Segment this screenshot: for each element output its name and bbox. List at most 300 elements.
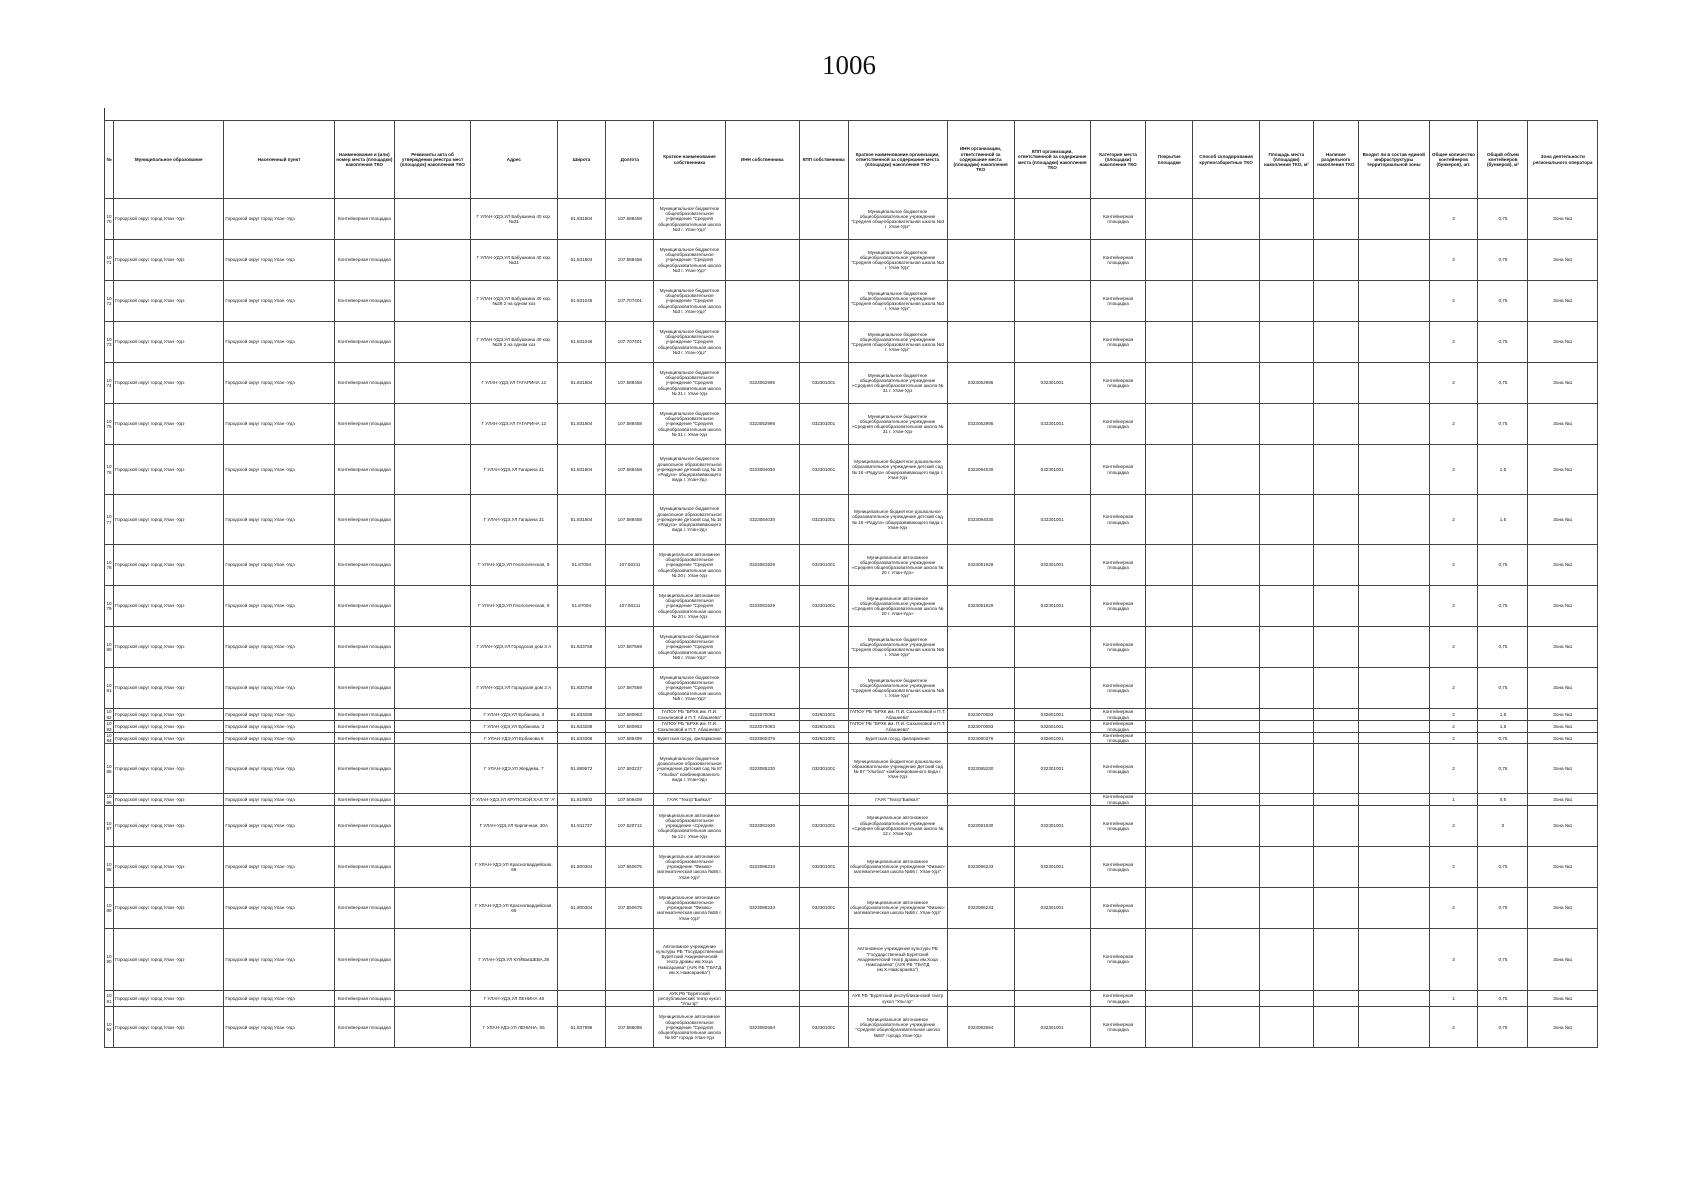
table-cell: 032301001 <box>799 846 848 887</box>
table-cell: Муниципальное бюджетное общеобразовательное учреждение "Средняя общеобразовательная школа №3 г. Улан-Удэ" <box>848 199 947 240</box>
table-cell: Контейнерная площадка <box>334 404 394 445</box>
table-cell <box>1193 990 1260 1007</box>
table-cell: 032301001 <box>1014 545 1090 586</box>
table-cell <box>1146 199 1193 240</box>
table-cell: 032301001 <box>799 1007 848 1048</box>
table-cell <box>394 240 470 281</box>
table-cell: 51.831046 <box>557 322 606 363</box>
table-cell: 1079 <box>105 586 114 627</box>
table-cell <box>799 627 848 668</box>
table-cell: Городской округ город Улан -Удэ <box>114 322 224 363</box>
table-cell: Контейнерная площадка <box>334 709 394 721</box>
table-cell: 1083 <box>106 721 112 732</box>
table-cell <box>1313 495 1358 545</box>
table-cell <box>725 240 799 281</box>
table-cell: Городской округ город Улан -Удэ <box>114 240 224 281</box>
table-cell: 032301001 <box>1014 586 1090 627</box>
table-cell: Контейнерная площадка <box>334 445 394 495</box>
table-cell <box>1313 721 1358 733</box>
table-cell <box>1146 805 1193 846</box>
table-cell <box>799 199 848 240</box>
table-cell: Контейнерная площадка <box>334 733 394 744</box>
table-cell <box>1313 794 1358 805</box>
table-cell: 107.707401 <box>606 322 654 363</box>
table-cell: Городской округ город Улан -Удэ <box>224 668 334 709</box>
table-cell: Муниципальное бюджетное общеобразовательное учреждение "Средняя общеобразовательная школа №3 г. Улан-Удэ" <box>654 322 726 363</box>
table-cell: Муниципальное бюджетное общеобразовательное учреждение "Средняя общеобразовательная школа №5 г. Улан-Удэ" <box>848 627 947 668</box>
table-cell: Городской округ город Улан -Удэ <box>224 733 334 744</box>
table-row <box>105 404 1598 445</box>
table-cell <box>1193 794 1260 805</box>
table-row <box>105 495 1598 545</box>
table-cell: Г УЛАН-УДЭ,УЛ Гагарина 31 <box>471 445 557 495</box>
table-cell: 1080 <box>105 627 114 668</box>
table-cell: Муниципальное автономное общеобразовательное учреждение «Средняя общеобразовательная школа № 20 г. Улан-Удэ» <box>848 586 947 627</box>
table-cell <box>394 495 470 545</box>
table-row <box>105 445 1598 495</box>
table-cell: Городской округ город Улан -Удэ <box>224 744 334 794</box>
table-cell: Муниципальное бюджетное дошкольное образовательное учреждение детский сад № 16 «Радуга» общеразвивающего вида г. Улан-Удэ <box>848 495 947 545</box>
table-cell: 0,75 <box>1478 545 1528 586</box>
table-cell <box>1146 240 1193 281</box>
table-cell: Г УЛАН-УДЭ,УЛ Гагарина 31 <box>471 495 557 545</box>
table-cell: 107.593237 <box>606 744 654 794</box>
table-cell: 1073 <box>105 322 114 363</box>
table-cell: Контейнерная площадка <box>334 1007 394 1048</box>
table-cell: Муниципальное автономное общеобразовательное учреждение "Средняя общеобразовательная школа № 50" города Улан-Удэ <box>654 1007 726 1048</box>
table-cell <box>1146 794 1193 805</box>
table-cell: Контейнерная площадка <box>1090 805 1146 846</box>
table-cell: Городской округ город Улан -Удэ <box>114 199 224 240</box>
table-cell: 0,75 <box>1478 199 1528 240</box>
table-cell: 0,75 <box>1478 363 1528 404</box>
table-cell: 0,75 <box>1478 586 1528 627</box>
table-cell: Г УЛАН-УДЭ,УЛ КРУПСКОЙ,ХАЛ.'О' 'А' <box>471 794 557 805</box>
table-cell: Муниципальное автономное общеобразовательное учреждение «Средняя общеобразовательная школа № 12 г. Улан-Удэ <box>654 805 726 846</box>
table-cell: 1078 <box>105 545 114 586</box>
table-cell: 1,5 <box>1478 445 1528 495</box>
table-cell: 0323082694 <box>947 1007 1014 1048</box>
table-cell: Муниципальное автономное общеобразовательное учреждение «Средняя общеобразовательная школа № 12 г. Улан-Удэ <box>848 805 947 846</box>
table-cell: 1091 <box>105 990 114 1007</box>
table-cell: Муниципальное бюджетное общеобразовательное учреждение "Средняя общеобразовательная школа № 31 г. Улан-Удэ <box>654 363 726 404</box>
table-cell: 3 <box>1429 240 1478 281</box>
table-cell: 1,5 <box>1478 495 1528 545</box>
table-cell: 1088 <box>105 846 114 887</box>
table-cell: Г УЛАН-УДЭ,УЛ Ербанова, 3 <box>471 709 557 721</box>
table-cell: Контейнерная площадка <box>334 928 394 990</box>
table-cell: 0,75 <box>1478 744 1528 794</box>
table-cell: Контейнерная площадка <box>334 240 394 281</box>
table-cell: 0323086233 <box>947 887 1014 928</box>
table-cell <box>1359 846 1429 887</box>
table-cell <box>1359 404 1429 445</box>
table-cell <box>1313 404 1358 445</box>
table-cell <box>1260 495 1313 545</box>
table-cell: Зона №1 <box>1528 1007 1598 1048</box>
table-cell: Контейнерная площадка <box>334 721 394 733</box>
table-cell <box>394 445 470 495</box>
table-cell: Муниципальное бюджетное общеобразовательное учреждение "Средняя общеобразовательная школа №3 г. Улан-Удэ" <box>654 240 726 281</box>
table-cell: ГАПОУ РБ "БРХК им. П.И. Сахьяновой и П.Т. Абашеева" <box>654 721 726 733</box>
table-cell <box>1313 281 1358 322</box>
table-cell: 51.833306 <box>557 733 606 744</box>
table-cell <box>1193 733 1260 744</box>
table-cell: Контейнерная площадка <box>1090 199 1146 240</box>
table-cell: Г УЛАН-УДЭ,УЛ Бабушкина 40 кор. №29 2 на одном хоз <box>471 322 557 363</box>
table-cell: Муниципальное бюджетное общеобразовательное учреждение "Средняя общеобразовательная школа №3 г. Улан-Удэ" <box>654 199 726 240</box>
table-cell: 0323084030 <box>947 445 1014 495</box>
table-cell: 032301001 <box>799 545 848 586</box>
table-cell: 0323081929 <box>725 545 799 586</box>
table-cell: 032601001 <box>799 733 848 744</box>
table-cell: 032601001 <box>1014 721 1090 733</box>
table-cell: Контейнерная площадка <box>1090 709 1146 721</box>
table-cell: Зона №1 <box>1528 805 1598 846</box>
table-cell <box>557 928 606 990</box>
table-cell <box>1260 445 1313 495</box>
table-cell: Г УЛАН-УДЭ,УЛ ЛЕНИНА 46 <box>471 990 557 1007</box>
table-cell: Муниципальное бюджетное дошкольное образовательное учреждение Детский сад № 87 "Улыбка" комбинированного вида г. Улан-Удэ <box>654 744 726 794</box>
table-cell <box>394 199 470 240</box>
table-cell <box>1260 281 1313 322</box>
table-cell: Контейнерная площадка <box>334 281 394 322</box>
table-cell: 107.587569 <box>606 627 654 668</box>
table-cell <box>394 990 470 1007</box>
table-cell <box>1260 199 1313 240</box>
table-cell <box>1313 928 1358 990</box>
column-header: Входит ли в состав единой инфраструктуры территориальной зоны <box>1359 121 1429 199</box>
table-cell: 032301001 <box>1014 445 1090 495</box>
table-cell: 0,75 <box>1478 322 1528 363</box>
table-cell: 2 <box>1429 363 1478 404</box>
table-cell: Городской округ город Улан -Удэ <box>114 586 224 627</box>
table-cell <box>1193 887 1260 928</box>
table-cell: 1 <box>1429 990 1478 1007</box>
table-cell: 107.580953 <box>606 721 654 733</box>
table-cell: 1,5 <box>1478 709 1528 721</box>
table-cell <box>1359 805 1429 846</box>
table-cell: Контейнерная площадка <box>1090 668 1146 709</box>
table-cell <box>1014 668 1090 709</box>
table-cell: 2 <box>1429 744 1478 794</box>
table-cell <box>1359 990 1429 1007</box>
table-cell: 1,5 <box>1478 721 1528 733</box>
table-cell: Г УЛАН-УДЭ,УЛ ГАГАРИНА 12 <box>471 404 557 445</box>
table-cell <box>799 240 848 281</box>
table-cell <box>394 1007 470 1048</box>
table-cell: Городской округ город Улан -Удэ <box>224 586 334 627</box>
table-cell: 107.550675 <box>606 887 654 928</box>
table-cell <box>394 627 470 668</box>
table-cell <box>1146 990 1193 1007</box>
table-cell: Г УЛАН-УДЭ,УЛ Жердева, 7 <box>471 744 557 794</box>
table-cell: ГАПОУ РБ "БРХК им. П.И. Сахьяновой и П.Т. Абашеева" <box>849 721 946 732</box>
table-cell: Муниципальное бюджетное общеобразовательное учреждение "Средняя общеобразовательная школа №5 г. Улан-Удэ" <box>848 668 947 709</box>
column-header: Краткое наименование организации, ответственной за содержание места (площадки) накопления ТКО <box>848 121 947 199</box>
table-row <box>105 627 1598 668</box>
table-cell: 2 <box>1429 709 1478 721</box>
table-cell: 0323082694 <box>725 1007 799 1048</box>
table-cell: 2 <box>1429 733 1478 744</box>
table-cell: Муниципальное бюджетное общеобразовательное учреждение "Средняя общеобразовательная школа №3 г. Улан-Удэ" <box>848 281 947 322</box>
waste-sites-registry-table <box>104 120 1598 1048</box>
table-cell: 032301001 <box>1014 887 1090 928</box>
table-cell: Городской округ город Улан -Удэ <box>224 709 334 721</box>
table-cell <box>1014 794 1090 805</box>
table-cell <box>394 709 470 721</box>
table-row <box>105 363 1598 404</box>
table-cell: Контейнерная площадка <box>1090 545 1146 586</box>
table-cell: 0,75 <box>1478 240 1528 281</box>
table-cell <box>799 794 848 805</box>
table-cell: АУК РБ "Бурятский республиканский театр кукол "Ульгэр" <box>848 990 947 1007</box>
table-cell <box>1193 495 1260 545</box>
table-cell: 032301001 <box>1014 805 1090 846</box>
table-cell <box>1359 322 1429 363</box>
table-cell: 032301001 <box>799 887 848 928</box>
table-cell: 2 <box>1429 586 1478 627</box>
column-header: Населенный пункт <box>224 121 334 199</box>
table-cell: 107.588458 <box>606 199 654 240</box>
table-cell <box>725 199 799 240</box>
table-cell: Городской округ город Улан -Удэ <box>114 744 224 794</box>
table-cell: Г УЛАН-УДЭ,УЛ Городская дом 3 А <box>471 627 557 668</box>
table-cell <box>1193 404 1260 445</box>
table-cell: Г УЛАН-УДЭ,УЛ Красногвардейская, 66 <box>471 887 557 928</box>
table-row <box>105 990 1598 1007</box>
table-cell <box>947 928 1014 990</box>
table-margin-mark <box>104 108 105 120</box>
table-cell <box>1146 322 1193 363</box>
table-cell <box>394 721 470 733</box>
table-cell <box>1193 721 1260 733</box>
table-cell: Г УЛАН-УДЭ,УЛ ГАГАРИНА 12 <box>471 363 557 404</box>
table-cell: Муниципальное бюджетное дошкольное образовательное учреждение детский сад № 16 «Радуга» общеразвивающего вида г. Улан-Удэ <box>654 495 726 545</box>
table-cell: Городской округ город Улан -Удэ <box>224 404 334 445</box>
table-cell: Городской округ город Улан -Удэ <box>224 199 334 240</box>
table-cell: Муниципальное бюджетное общеобразовательное учреждение "Средняя общеобразовательная школа №3 г. Улан-Удэ" <box>848 322 947 363</box>
table-cell: Городской округ город Улан -Удэ <box>114 445 224 495</box>
table-cell: 2 <box>1429 887 1478 928</box>
table-cell <box>1260 586 1313 627</box>
table-cell: 2 <box>1429 846 1478 887</box>
table-cell <box>394 545 470 586</box>
table-cell <box>1193 545 1260 586</box>
table-cell <box>725 928 799 990</box>
table-cell: Контейнерная площадка <box>334 805 394 846</box>
table-cell: 0323060376 <box>725 733 799 744</box>
table-cell: Городской округ город Улан -Удэ <box>224 990 334 1007</box>
table-cell <box>1014 281 1090 322</box>
table-cell: Городской округ город Улан -Удэ <box>224 887 334 928</box>
table-cell <box>1260 805 1313 846</box>
table-cell <box>394 363 470 404</box>
table-cell: Городской округ город Улан -Удэ <box>114 805 224 846</box>
table-cell <box>1359 668 1429 709</box>
table-cell: 032301001 <box>1014 495 1090 545</box>
table-cell: Контейнерная площадка <box>334 990 394 1007</box>
table-cell: Муниципальное бюджетное дошкольное образовательное учреждение Детский сад № 87 "Улыбка" комбинированного вида г. Улан-Удэ <box>848 744 947 794</box>
table-cell: ГАПОУ РБ "БРХК им. П.И. Сахьяновой и П.Т. Абашеева" <box>654 709 726 721</box>
table-cell <box>1313 990 1358 1007</box>
table-cell: 51.831804 <box>557 445 606 495</box>
table-cell: Контейнерная площадка <box>1090 744 1146 794</box>
table-cell <box>1193 240 1260 281</box>
table-cell: Зона №1 <box>1528 733 1598 744</box>
table-cell <box>1146 928 1193 990</box>
column-header: Площадь места (площадки) накопления ТКО, м² <box>1260 121 1313 199</box>
table-cell: 2 <box>1429 1007 1478 1048</box>
table-cell: 0,75 <box>1478 990 1528 1007</box>
table-cell: Городской округ город Улан -Удэ <box>114 404 224 445</box>
table-cell: 0323070083 <box>947 709 1014 721</box>
table-cell: Муниципальное бюджетное дошкольное образовательное учреждение детский сад № 16 «Радуга» общеразвивающего вида г. Улан-Удэ <box>848 445 947 495</box>
table-cell <box>1260 721 1313 733</box>
table-cell <box>394 733 470 744</box>
table-cell <box>1313 363 1358 404</box>
table-cell <box>1359 733 1429 744</box>
table-cell: 51.819002 <box>557 794 606 805</box>
table-cell <box>1260 404 1313 445</box>
table-cell <box>1193 199 1260 240</box>
table-cell <box>1313 322 1358 363</box>
table-cell: Городской округ город Улан -Удэ <box>224 495 334 545</box>
table-cell <box>1146 721 1193 733</box>
table-cell: Контейнерная площадка <box>1090 721 1146 733</box>
table-cell <box>1014 990 1090 1007</box>
table-cell: Муниципальное бюджетное дошкольное образовательное учреждение детский сад № 16 «Радуга» общеразвивающего вида г. Улан-Удэ <box>654 445 726 495</box>
table-cell: Автономное учреждение культуры РБ "Государственный Бурятский Академический театр драмы им.Хоца Намсараева" (АУК РБ "ГБАТД им.Х.Намсараева") <box>654 928 726 990</box>
table-cell: Контейнерная площадка <box>334 545 394 586</box>
table-row <box>105 668 1598 709</box>
table-cell: Г УЛАН-УДЭ,УЛ Красногвардейская, 66 <box>471 846 557 887</box>
table-cell: Г УЛАН-УДЭ,УЛ Геологическая, 9 <box>471 545 557 586</box>
table-cell: 032301001 <box>799 404 848 445</box>
table-cell: Контейнерная площадка <box>1090 1007 1146 1048</box>
table-cell <box>725 990 799 1007</box>
table-cell: Городской округ город Улан -Удэ <box>114 887 224 928</box>
table-cell <box>1313 744 1358 794</box>
table-cell <box>1260 794 1313 805</box>
column-header: Широта <box>557 121 606 199</box>
table-cell: Городской округ город Улан -Удэ <box>224 1007 334 1048</box>
table-cell: Городской округ город Улан -Удэ <box>114 928 224 990</box>
table-cell: Муниципальное бюджетное общеобразовательное учреждение «Средняя общеобразовательная школа № 31 г. Улан-Удэ <box>848 404 947 445</box>
table-cell: Городской округ город Улан -Удэ <box>114 545 224 586</box>
table-cell: Городской округ город Улан -Удэ <box>114 733 224 744</box>
column-header: ИНН организации, ответственной за содержание места (площадки) накопления ТКО <box>947 121 1014 199</box>
table-cell <box>394 322 470 363</box>
table-row <box>105 887 1598 928</box>
table-cell: Городской округ город Улан -Удэ <box>224 721 334 733</box>
table-cell: 51.831046 <box>557 281 606 322</box>
table-cell: 107.588458 <box>606 404 654 445</box>
table-cell: 0323081930 <box>947 805 1014 846</box>
table-cell <box>1359 709 1429 721</box>
table-cell: Контейнерная площадка <box>334 627 394 668</box>
table-cell: Зона №1 <box>1528 721 1598 733</box>
table-cell <box>1193 322 1260 363</box>
table-cell: Зона №1 <box>1528 404 1598 445</box>
table-cell <box>1359 363 1429 404</box>
table-cell: 0323052995 <box>947 363 1014 404</box>
table-cell: Зона №1 <box>1528 990 1598 1007</box>
table-row <box>105 709 1598 721</box>
table-cell: 1090 <box>105 928 114 990</box>
table-cell: 0323084030 <box>725 445 799 495</box>
table-cell: 51.831804 <box>557 199 606 240</box>
table-cell: Зона №1 <box>1528 240 1598 281</box>
table-cell <box>1193 928 1260 990</box>
table-cell <box>1313 445 1358 495</box>
table-cell <box>1260 627 1313 668</box>
table-cell: Зона №1 <box>1528 495 1598 545</box>
table-cell: Городской округ город Улан -Удэ <box>114 709 224 721</box>
table-cell: 0323070083 <box>725 721 799 733</box>
table-row <box>105 1007 1598 1048</box>
table-cell: Бурятская госуд. филармония <box>654 733 726 744</box>
table-cell: 0 <box>1478 805 1528 846</box>
table-cell: 51.889572 <box>557 744 606 794</box>
table-cell: Городской округ город Улан -Удэ <box>224 794 334 805</box>
table-cell: 0323052995 <box>725 404 799 445</box>
column-header: КПП организации, ответственной за содержание места (площадки) накопления ТКО <box>1014 121 1090 199</box>
table-cell: 032301001 <box>799 445 848 495</box>
table-row <box>105 928 1598 990</box>
table-row <box>105 744 1598 794</box>
table-cell: Контейнерная площадка <box>334 794 394 805</box>
table-cell: 1077 <box>105 495 114 545</box>
table-cell <box>1193 445 1260 495</box>
table-cell: 1081 <box>105 668 114 709</box>
table-cell <box>1260 545 1313 586</box>
table-cell <box>1359 199 1429 240</box>
table-cell <box>1146 733 1193 744</box>
table-cell: 1072 <box>105 281 114 322</box>
table-row <box>105 281 1598 322</box>
table-cell: 032601001 <box>1014 709 1090 721</box>
column-header: Реквизиты акта об утверждении реестра мест (площадок) накопления ТКО <box>394 121 470 199</box>
table-cell: 2 <box>1429 495 1478 545</box>
table-cell: Муниципальное автономное общеобразовательное учреждение "Физико-математическая школа №56 г. Улан-Удэ" <box>654 846 726 887</box>
table-cell: 2 <box>1429 322 1478 363</box>
table-cell: 032301001 <box>1014 1007 1090 1048</box>
table-cell: Зона №1 <box>1528 887 1598 928</box>
table-cell <box>1260 733 1313 744</box>
table-cell: Городской округ город Улан -Удэ <box>114 495 224 545</box>
table-cell: Городской округ город Улан -Удэ <box>224 363 334 404</box>
table-cell <box>1260 846 1313 887</box>
table-cell <box>1313 240 1358 281</box>
table-cell <box>1146 1007 1193 1048</box>
table-cell: 51.831804 <box>557 363 606 404</box>
table-cell <box>1313 199 1358 240</box>
table-cell <box>394 887 470 928</box>
table-cell: Г УЛАН-УДЭ,УЛ Ербанова, 3 <box>471 721 557 733</box>
table-cell: 0323084030 <box>947 495 1014 545</box>
table-cell: Контейнерная площадка <box>1090 495 1146 545</box>
table-cell: Г УЛАН-УДЭ,УЛ Городская дом 3 А <box>471 668 557 709</box>
column-header: Покрытие площадки <box>1146 121 1193 199</box>
table-cell <box>1260 240 1313 281</box>
table-cell: 032301001 <box>1014 404 1090 445</box>
table-cell <box>1014 627 1090 668</box>
table-cell: Муниципальное автономное общеобразовательное учреждение "Физико-математическая школа №56 г. Улан-Удэ" <box>848 887 947 928</box>
table-cell <box>799 668 848 709</box>
table-cell: 2 <box>1429 627 1478 668</box>
table-cell: Зона №1 <box>1528 322 1598 363</box>
